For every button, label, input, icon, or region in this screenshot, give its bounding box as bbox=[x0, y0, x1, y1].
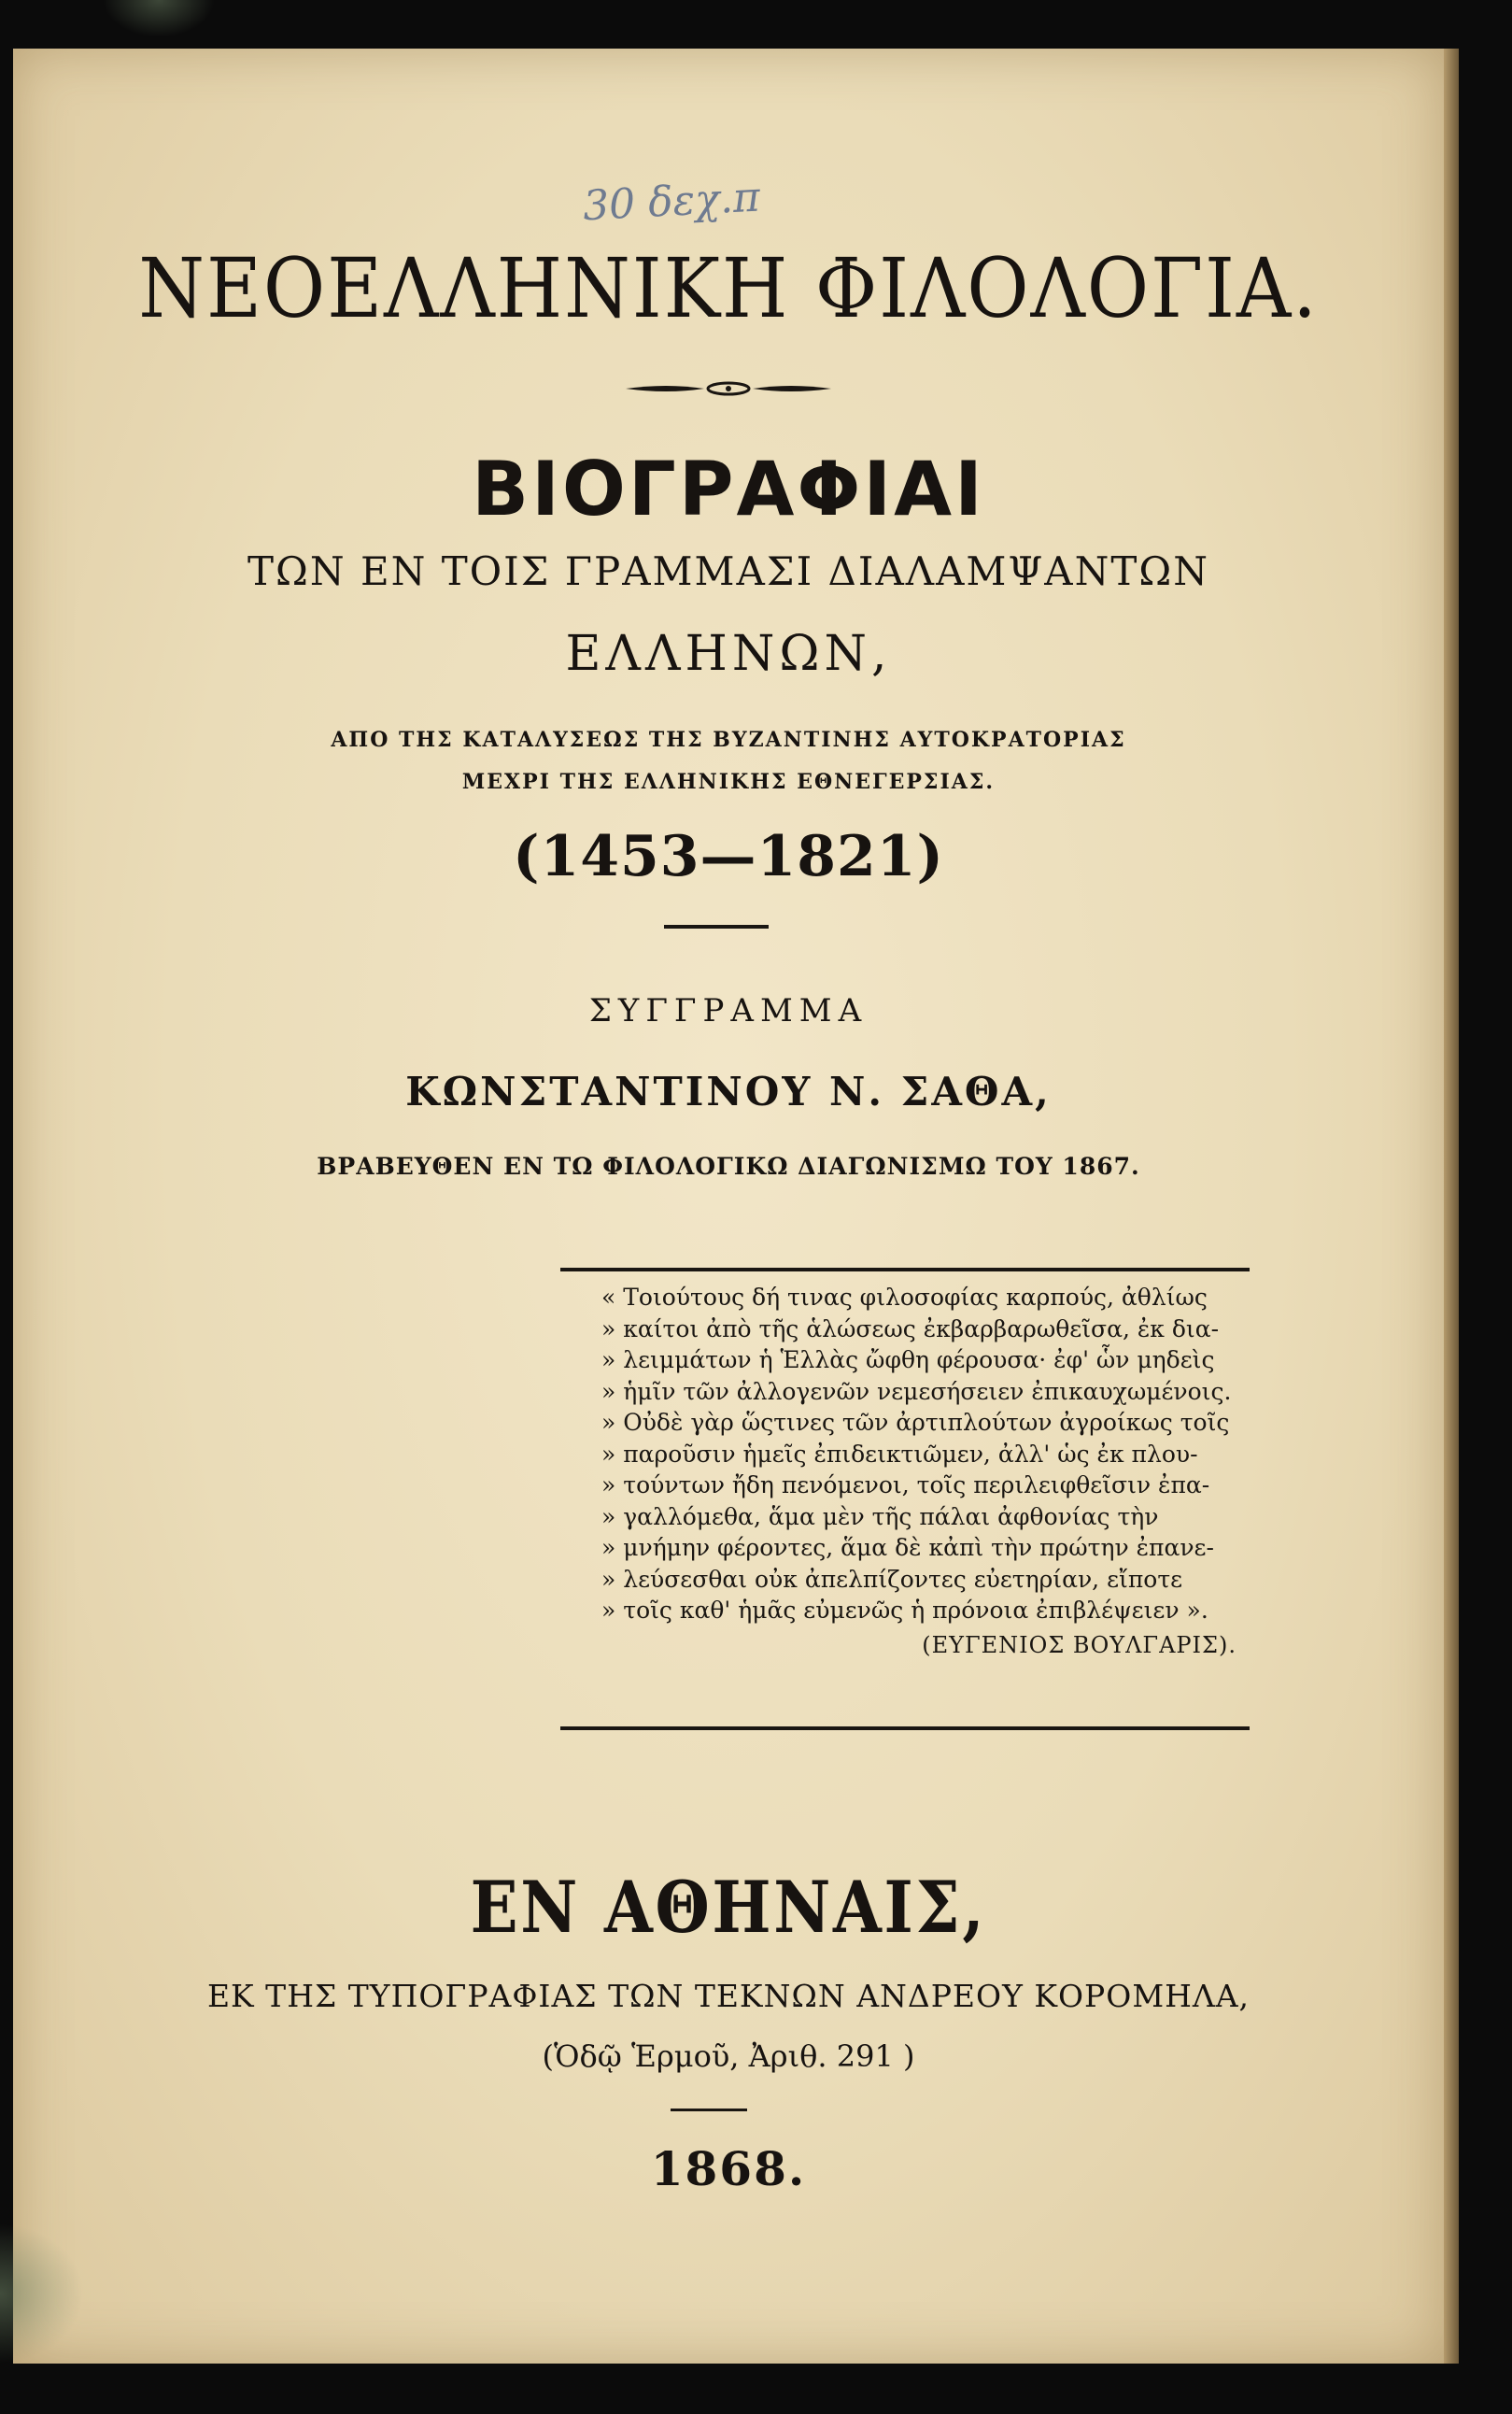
work-label: ΣΥΓΓΡΑΜΜΑ bbox=[588, 992, 869, 1030]
handwritten-shelf-note: 30 δεχ.π bbox=[581, 173, 761, 231]
epigraph-line: » γαλλόμεθα, ἅμα μὲν τῆς πάλαι ἀφθονίας τὴν bbox=[601, 1502, 1159, 1530]
epigraph-line: « Τοιούτους δή τινας φιλοσοφίας καρπούς, ἀθλίως bbox=[601, 1284, 1208, 1311]
page-stain bbox=[0, 2223, 84, 2364]
title-page bbox=[13, 49, 1444, 2364]
main-title: ΝΕΟΕΛΛΗΝΙΚΗ ΦΙΛΟΛΟΓΙΑ. bbox=[138, 240, 1319, 336]
period-line-2: ΜΕΧΡΙ ΤΗΣ ΕΛΛΗΝΙΚΗΣ ΕΘΝΕΓΕΡΣΙΑΣ. bbox=[461, 770, 996, 794]
publication-year: 1868. bbox=[650, 2141, 807, 2196]
short-rule-1 bbox=[664, 925, 769, 929]
book-spine-edge bbox=[1444, 49, 1459, 2364]
award-note: ΒΡΑΒΕΥΘΕΝ ΕΝ ΤΩ ΦΙΛΟΛΟΓΙΚΩ ΔΙΑΓΩΝΙΣΜΩ ΤΟΥ 1867. bbox=[317, 1153, 1140, 1180]
epigraph-line: » τούντων ἤδη πενόμενοι, τοῖς περιλειφθεῖσιν ἐπα- bbox=[601, 1471, 1210, 1498]
epigraph-bottom-rule bbox=[560, 1726, 1250, 1730]
author-name: ΚΩΝΣΤΑΝΤΙΝΟΥ Ν. ΣΑΘΑ, bbox=[405, 1069, 1052, 1115]
epigraph-line: » λειμμάτων ἡ Ἑλλὰς ὤφθη φέρουσα· ἐφ' ὧν μηδεὶς bbox=[601, 1346, 1215, 1373]
epigraph-attribution: (ΕΥΓΕΝΙΟΣ ΒΟΥΛΓΑΡΙΣ). bbox=[922, 1631, 1236, 1658]
printer-address: (Ὁδῷ Ἑρμοῦ, Ἀριθ. 291 ) bbox=[542, 2038, 915, 2074]
ornament-divider bbox=[13, 377, 1444, 400]
epigraph-line: » τοῖς καθ' ἡμᾶς εὐμενῶς ἡ πρόνοια ἐπιβλέψειεν ». bbox=[601, 1597, 1208, 1624]
epigraph-line: » παροῦσιν ἡμεῖς ἐπιδεικτιῶμεν, ἀλλ' ὡς ἐκ πλου- bbox=[601, 1440, 1198, 1468]
epigraph-line: » Οὐδὲ γὰρ ὥςτινες τῶν ἀρτιπλούτων ἀγροίκως τοῖς bbox=[601, 1409, 1230, 1436]
epigraph bbox=[601, 1282, 1265, 1661]
epigraph-line: » ἡμῖν τῶν ἀλλογενῶν νεμεσήσειεν ἐπικαυχωμένοις. bbox=[601, 1377, 1232, 1405]
subtitle-line-1: ΤΩΝ ΕΝ ΤΟΙΣ ΓΡΑΜΜΑΣΙ ΔΙΑΛΑΜΨΑΝΤΩΝ bbox=[247, 548, 1209, 594]
years-range: (1453—1821) bbox=[513, 824, 944, 889]
epigraph-line: » λεύσεσθαι οὐκ ἀπελπίζοντες εὐετηρίαν, εἴποτε bbox=[601, 1565, 1183, 1593]
epigraph-line: » μνήμην φέροντες, ἅμα δὲ κἀπὶ τὴν πρώτην ἐπανε- bbox=[601, 1534, 1214, 1561]
printer: ΕΚ ΤΗΣ ΤΥΠΟΓΡΑΦΙΑΣ ΤΩΝ ΤΕΚΝΩΝ ΑΝΔΡΕΟΥ ΚΟΡΟΜΗΛΑ, bbox=[206, 1978, 1251, 2014]
subtitle-line-2: ΕΛΛΗΝΩΝ, bbox=[565, 626, 892, 682]
epigraph-line: » καίτοι ἀπὸ τῆς ἁλώσεως ἐκβαρβαρωθεῖσα, ἐκ δια- bbox=[601, 1314, 1220, 1342]
period-line-1: ΑΠΟ ΤΗΣ ΚΑΤΑΛΥΣΕΩΣ ΤΗΣ ΒΥΖΑΝΤΙΝΗΣ ΑΥΤΟΚΡΑΤΟΡΙΑΣ bbox=[331, 728, 1126, 752]
page-stain bbox=[103, 0, 215, 37]
epigraph-top-rule bbox=[560, 1268, 1250, 1271]
heading-biographies: ΒΙΟΓΡΑΦΙΑΙ bbox=[472, 446, 985, 532]
publication-city: ΕΝ ΑΘΗΝΑΙΣ, bbox=[470, 1866, 987, 1949]
short-rule-2 bbox=[671, 2109, 747, 2111]
